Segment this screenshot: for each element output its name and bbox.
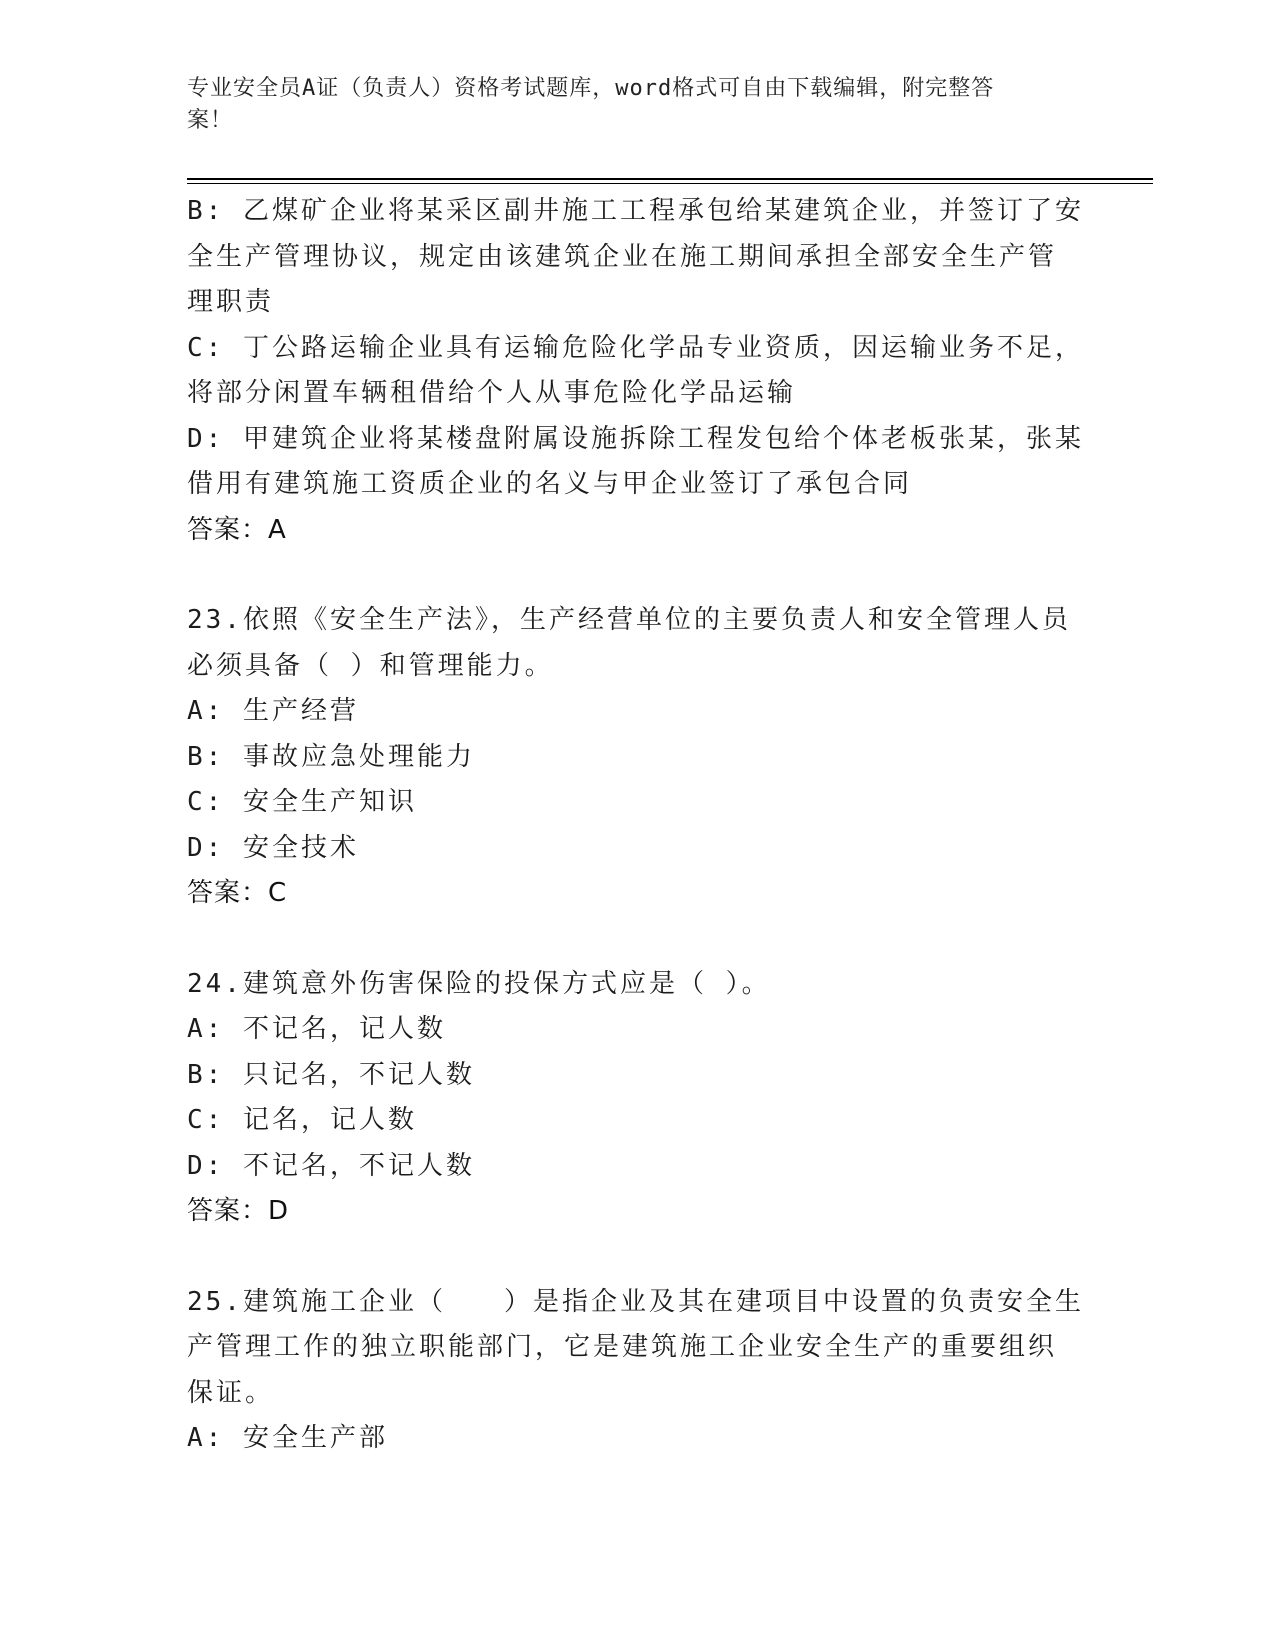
spacer [187, 553, 1087, 598]
question-content [187, 189, 1087, 1462]
question-stem-line-2: 必须具备（ ）和管理能力。 [187, 650, 554, 681]
option-d: D: 不记名，不记人数 [187, 1150, 475, 1181]
option-b: B: 只记名，不记人数 [187, 1059, 475, 1090]
question-25 [187, 1280, 1087, 1462]
question-stem-line-2: 产管理工作的独立职能部门，它是建筑施工企业安全生产的重要组织 [187, 1332, 1058, 1362]
header-rule-thin [187, 183, 1153, 184]
answer-q22: 答案：A [187, 514, 287, 545]
option-b: B: 事故应急处理能力 [187, 741, 475, 772]
option-d-line-1: D: 甲建筑企业将某楼盘附属设施拆除工程发包给个体老板张某，张某 [187, 423, 1084, 454]
question-22-tail [187, 189, 1087, 553]
question-24 [187, 962, 1087, 1235]
question-stem-line-1: 24.建筑意外伤害保险的投保方式应是（ ）。 [187, 968, 771, 999]
option-c-line-2: 将部分闲置车辆租借给个人从事危险化学品运输 [187, 378, 797, 408]
header-rule-thick [187, 178, 1153, 180]
option-a: A: 安全生产部 [187, 1423, 388, 1453]
question-stem-line-3: 保证。 [187, 1377, 275, 1408]
question-stem-line-1: 25.建筑施工企业（ ）是指企业及其在建项目中设置的负责安全生 [187, 1286, 1084, 1317]
option-a: A: 生产经营 [187, 696, 359, 726]
option-a: A: 不记名，记人数 [187, 1014, 446, 1044]
question-23 [187, 598, 1087, 917]
spacer [187, 917, 1087, 962]
option-c-line-1: C: 丁公路运输企业具有运输危险化学品专业资质，因运输业务不足， [187, 332, 1084, 363]
option-d-line-2: 借用有建筑施工资质企业的名义与甲企业签订了承包合同 [187, 469, 913, 499]
spacer [187, 1235, 1087, 1280]
header-title-line-1: 专业安全员A证（负责人）资格考试题库，word格式可自由下载编辑，附完整答 [187, 76, 995, 101]
answer-q23: 答案：C [187, 878, 288, 908]
answer-q24: 答案：D [187, 1196, 290, 1226]
option-b-line-3: 理职责 [187, 287, 275, 317]
question-stem-line-1: 23.依照《安全生产法》，生产经营单位的主要负责人和安全管理人员 [187, 605, 1071, 635]
document-header [187, 73, 1067, 137]
option-d: D: 安全技术 [187, 832, 359, 863]
option-b-line-1: B: 乙煤矿企业将某采区副井施工工程承包给某建筑企业，并签订了安 [187, 196, 1084, 226]
header-title-line-2: 案！ [187, 108, 234, 133]
option-c: C: 记名，记人数 [187, 1105, 417, 1135]
option-c: C: 安全生产知识 [187, 787, 417, 817]
option-b-line-2: 全生产管理协议，规定由该建筑企业在施工期间承担全部安全生产管 [187, 241, 1058, 272]
